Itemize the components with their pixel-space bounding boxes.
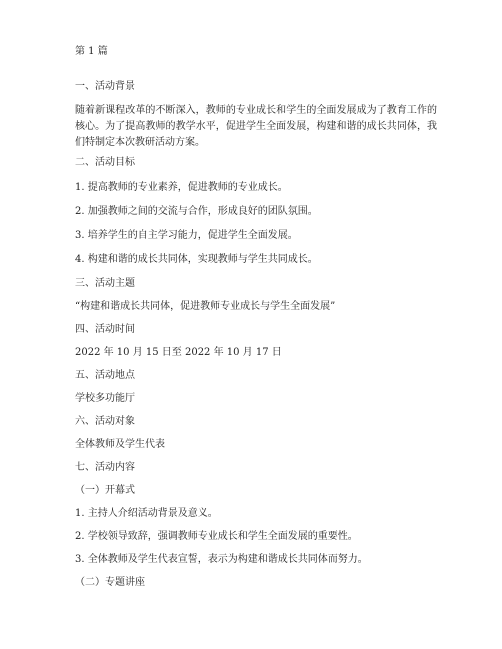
page-label: 第 1 篇 <box>75 46 108 57</box>
section-heading-goals: 二、活动目标 <box>75 157 135 168</box>
subsection-heading-lecture: （二）专题讲座 <box>75 577 145 588</box>
opening-item-2: 2. 学校领导致辞，强调教师专业成长和学生全面发展的重要性。 <box>75 531 358 542</box>
location-text: 学校多功能厅 <box>75 393 135 404</box>
section-heading-audience: 六、活动对象 <box>75 416 135 427</box>
audience-text: 全体教师及学生代表 <box>75 439 165 450</box>
goal-item-4: 4. 构建和谐的成长共同体，实现教师与学生共同成长。 <box>75 254 318 265</box>
goal-item-1: 1. 提高教师的专业素养，促进教师的专业成长。 <box>75 182 288 193</box>
theme-text: “构建和谐成长共同体，促进教师专业成长与学生全面发展” <box>75 301 336 312</box>
opening-item-3: 3. 全体教师及学生代表宣誓，表示为构建和谐成长共同体而努力。 <box>75 554 368 565</box>
background-paragraph: 随着新课程改革的不断深入，教师的专业成长和学生的全面发展成为了教育工作的核心。为了提高教师的教学水平，促进学生全面发展，构建和谐的成长共同体，我们特制定本次教研活动方案。 <box>75 105 437 148</box>
section-heading-time: 四、活动时间 <box>75 324 135 335</box>
section-heading-background: 一、活动背景 <box>75 81 135 92</box>
goal-item-2: 2. 加强教师之间的交流与合作，形成良好的团队氛围。 <box>75 206 318 217</box>
section-heading-content: 七、活动内容 <box>75 462 135 473</box>
time-text: 2022 年 10 月 15 日至 2022 年 10 月 17 日 <box>75 347 282 358</box>
opening-item-1: 1. 主持人介绍活动背景及意义。 <box>75 508 218 519</box>
section-heading-location: 五、活动地点 <box>75 370 135 381</box>
section-heading-theme: 三、活动主题 <box>75 278 135 289</box>
subsection-heading-opening: （一）开幕式 <box>75 485 135 496</box>
goal-item-3: 3. 培养学生的自主学习能力，促进学生全面发展。 <box>75 230 298 241</box>
